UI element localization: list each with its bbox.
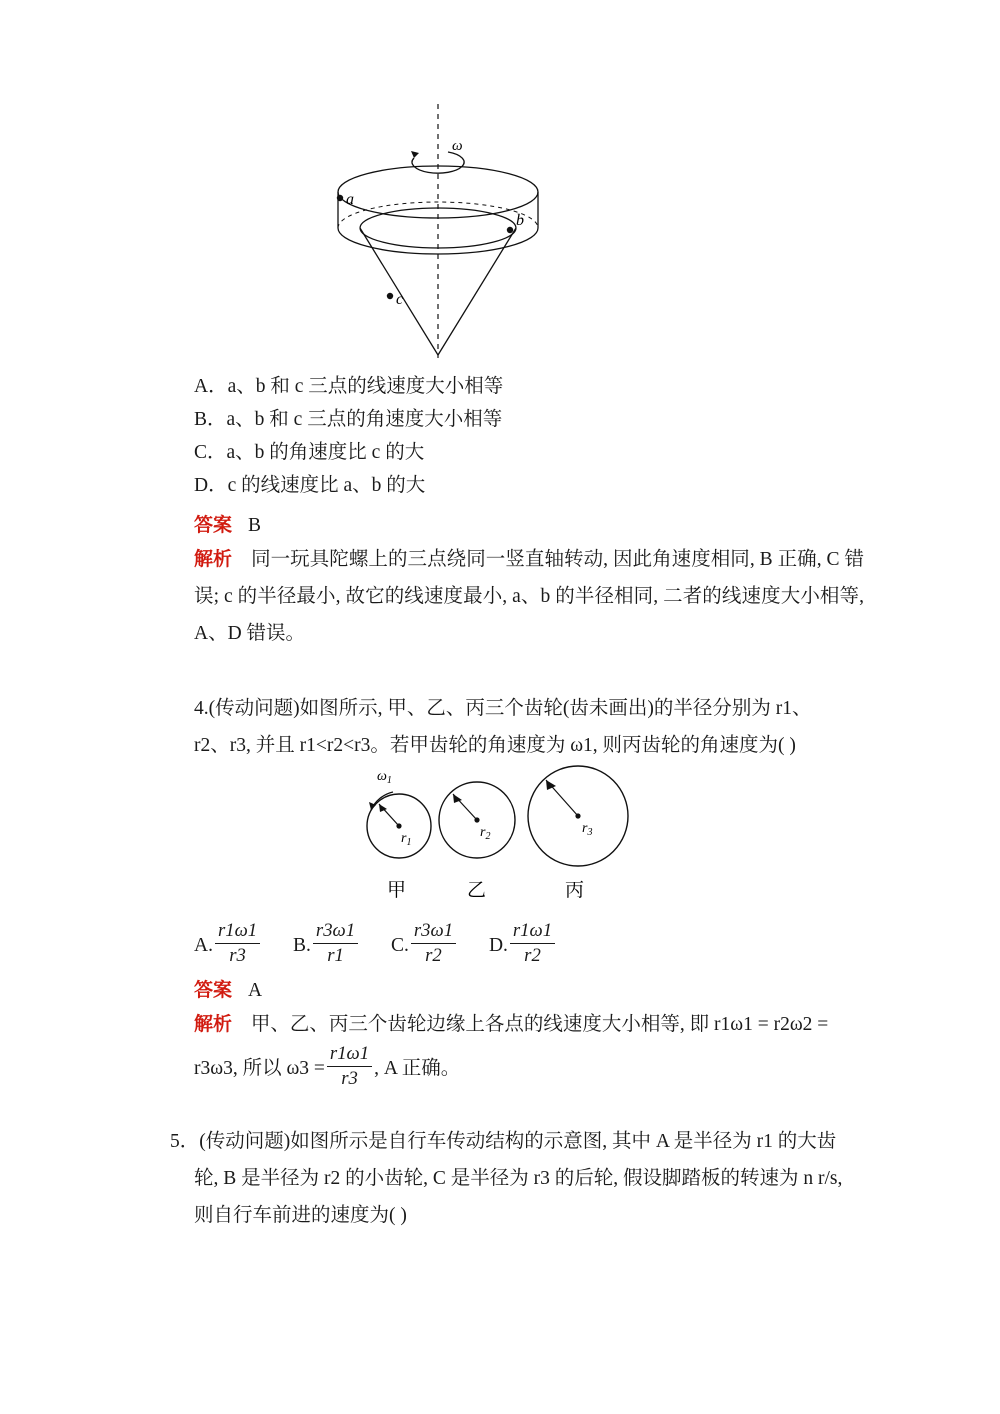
spinning-top-icon (268, 100, 608, 370)
q4-number: 4. (194, 698, 209, 719)
q4-tag: (传动问题) (208, 698, 300, 719)
q5-tag: (传动问题) (199, 1131, 291, 1153)
question-4-choices (194, 920, 864, 967)
svg-text:ω: ω (452, 138, 463, 154)
answer-value: B (248, 515, 262, 536)
choice-d: D. $\frac{r1\omega 1}{r2}$ (489, 920, 557, 967)
answer-line-q3 (194, 510, 864, 541)
analysis-text: 同一玩具陀螺上的三点绕同一竖直轴转动, 因此角速度相同, B 正确, C 错误; c 的半径最小, 故它的线速度最小, a、b 的半径相同, 二者的线速度大小相等, A、D 错误。 (194, 549, 864, 644)
answer-label: 答案 (194, 980, 233, 1002)
choice-b: B. $\frac{r3\omega 1}{r1}$ (293, 920, 360, 967)
svg-text:r2: $r_2$ (480, 825, 491, 842)
question-5-line2: 轮, B 是半径为 r2 的小齿轮, C 是半径为 r3 的后轮, 假设脚踏板的转速为 n r/s, (194, 1168, 843, 1190)
choice-a: A. $\frac{r1\omega 1}{r3}$ (194, 920, 262, 967)
q4-line1: 如图所示, 甲、乙、丙三个齿轮(齿未画出)的半径分别为 r1、 (299, 698, 812, 719)
svg-text:c: c (396, 291, 404, 308)
svg-text:b: b (516, 212, 524, 229)
option-d: D．c 的线速度比 a、b 的大 (194, 475, 426, 496)
question-4-stem (194, 690, 864, 727)
answer-line-q4 (194, 975, 864, 1006)
analysis-q4-line1 (194, 1006, 864, 1043)
option-c: C．a、b 的角速度比 c 的大 (194, 442, 425, 463)
analysis-text-1: 甲、乙、丙三个齿轮边缘上各点的线速度大小相等, 即 r1ω1 = r2ω2 = (250, 1014, 829, 1036)
q5-line1: 如图所示是自行车传动结构的示意图, 其中 A 是半径为 r1 的大齿 (290, 1131, 837, 1153)
choice-c: C. $\frac{r3\omega 1}{r2}$ (391, 920, 458, 967)
svg-text:丙: 丙 (565, 880, 585, 901)
svg-text:ω1: $\omega_1$ (377, 769, 392, 786)
analysis-q3 (194, 541, 864, 652)
question-5-line3: 则自行车前进的速度为( ) (194, 1205, 407, 1227)
analysis-label: 解析 (194, 549, 233, 570)
figure-spinning-top-container (148, 100, 864, 370)
question-5-stem (170, 1123, 864, 1160)
question-4-stem-line2: r2、r3, 并且 r1<r2<r3。若甲齿轮的角速度为 ω1, 则丙齿轮的角速度为( ) (194, 735, 796, 756)
svg-text:r3: $r_3$ (582, 821, 593, 838)
option-a: A．a、b 和 c 三点的线速度大小相等 (194, 376, 504, 397)
figure-gears-container (148, 764, 864, 904)
analysis-q4-line2: r3ω3, 所以 ω3 = $\frac{r1\omega 1}{r3}$ , A 正确。 (194, 1043, 461, 1090)
analysis-text-2-post: , A 正确。 (374, 1058, 461, 1080)
svg-text:a: a (346, 191, 354, 208)
answer-value: A (248, 980, 263, 1002)
three-gears-icon (341, 764, 671, 904)
option-b: B．a、b 和 c 三点的角速度大小相等 (194, 409, 503, 430)
analysis-text-2-pre: r3ω3, 所以 ω3 = (194, 1058, 325, 1080)
analysis-label: 解析 (194, 1014, 233, 1036)
answer-label: 答案 (194, 515, 233, 536)
page-content (148, 100, 864, 1234)
svg-text:r1: $r_1$ (401, 831, 412, 848)
svg-text:甲: 甲 (387, 880, 407, 901)
svg-text:乙: 乙 (467, 880, 487, 901)
q5-number: 5． (170, 1131, 200, 1153)
